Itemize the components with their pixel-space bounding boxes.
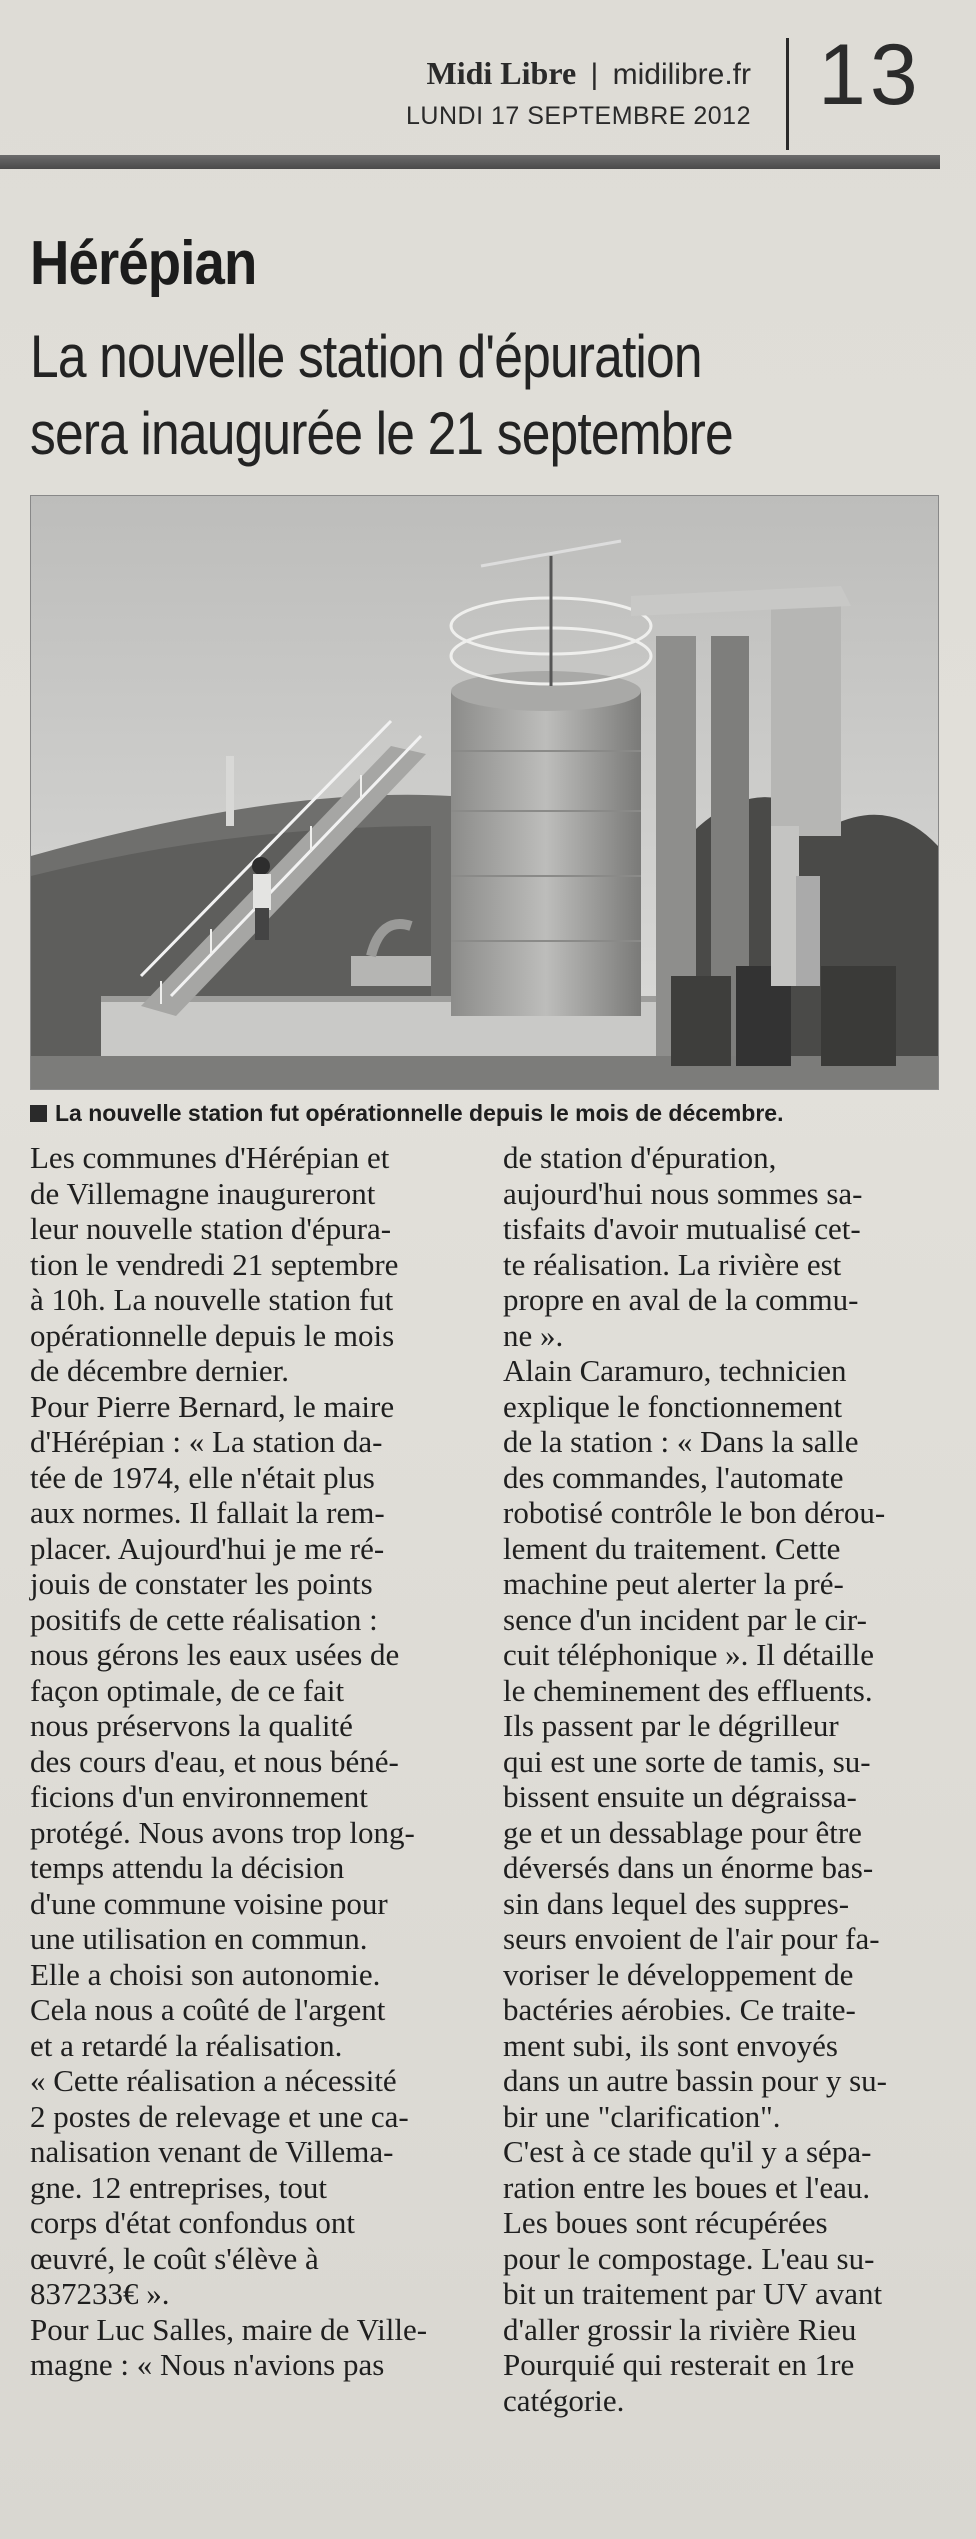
text-line: dans un autre bassin pour y su- [503,2063,887,2098]
text-line: de Villemagne inaugureront [30,1175,376,1211]
brand-name: Midi Libre [426,55,577,91]
text-line: seurs envoient de l'air pour fa- [503,1921,880,1956]
station-photo-illustration [31,496,938,1089]
masthead-divider [786,38,789,150]
text-line: de station d'épuration, [503,1140,777,1175]
text-line: aujourd'hui nous sommes sa- [503,1175,863,1211]
caption-bullet-icon [30,1105,47,1122]
text-line: protégé. Nous avons trop long- [30,1814,415,1850]
text-line: pour le compostage. L'eau su- [503,2240,875,2276]
text-line: Alain Caramuro, technicien [503,1353,847,1388]
text-line: nous gérons les eaux usées de [30,1637,400,1672]
newspaper-name [427,55,751,92]
text-line: robotisé contrôle le bon dérou- [503,1495,886,1530]
article-paragraph [503,2134,936,2418]
headline-line: La nouvelle station d'épuration [30,323,702,390]
text-line: bissent ensuite un dégraissa- [503,1779,857,1814]
photo-caption [30,1100,784,1127]
article-paragraph [30,2312,490,2383]
text-line: nous préservons la qualité [30,1708,353,1743]
article-paragraph [30,2063,490,2312]
text-line: bir une "clarification". [503,2098,781,2134]
text-line: ficions d'un environnement [30,1779,368,1814]
article-paragraph [503,1140,936,1353]
text-line: Elle a choisi son autonomie. [30,1956,381,1992]
article-column-left [30,1140,490,2383]
text-line: Pour Luc Salles, maire de Ville- [30,2311,428,2347]
text-line: de décembre dernier. [30,1353,290,1388]
text-line: voriser le développement de [503,1956,854,1992]
text-line: le cheminement des effluents. [503,1672,873,1708]
text-line: jouis de constater les points [30,1566,373,1601]
text-line: 2 postes de relevage et une ca- [30,2098,409,2134]
article-photo [30,495,939,1090]
text-line: gne. 12 entreprises, tout [30,2169,328,2205]
text-line: nalisation venant de Villema- [30,2134,394,2169]
article-column-right [503,1140,936,2418]
text-line: 837233€ ». [30,2276,170,2311]
text-line: magne : « Nous n'avions pas [30,2347,385,2382]
text-line: Les boues sont récupérées [503,2205,828,2240]
text-line: tisfaits d'avoir mutualisé cet- [503,1211,861,1246]
masthead [0,0,976,175]
text-line: corps d'état confondus ont [30,2205,355,2240]
text-line: lement du traitement. Cette [503,1530,841,1566]
text-line: C'est à ce stade qu'il y a sépa- [503,2134,872,2169]
text-line: des cours d'eau, et nous béné- [30,1743,399,1779]
page-number: 13 [818,27,922,123]
headline-line: sera inaugurée le 21 septembre [30,400,733,467]
text-line: qui est une sorte de tamis, su- [503,1743,871,1779]
text-line: déversés dans un énorme bas- [503,1850,874,1885]
text-line: bactéries aérobies. Ce traite- [503,1992,856,2027]
text-line: Pourquié qui resterait en 1re [503,2347,855,2382]
text-line: à 10h. La nouvelle station fut [30,1282,394,1317]
article-paragraph [503,1353,936,2134]
text-line: opérationnelle depuis le mois [30,1317,395,1353]
text-line: leur nouvelle station d'épura- [30,1211,392,1246]
text-line: « Cette réalisation a nécessité [30,2063,397,2098]
text-line: tée de 1974, elle n'était plus [30,1459,375,1495]
text-line: sence d'un incident par le cir- [503,1601,867,1637]
text-line: placer. Aujourd'hui je me ré- [30,1530,385,1566]
text-line: et a retardé la réalisation. [30,2027,343,2063]
text-line: bit un traitement par UV avant [503,2276,883,2311]
text-line: ne ». [503,1317,564,1353]
article-paragraph [30,1389,490,2064]
masthead-rule [0,155,940,169]
text-line: positifs de cette réalisation : [30,1601,378,1637]
text-line: te réalisation. La rivière est [503,1246,842,1282]
caption-text: La nouvelle station fut opérationnelle depuis le mois de décembre. [55,1100,784,1126]
text-line: Ils passent par le dégrilleur [503,1708,839,1743]
text-line: de la station : « Dans la salle [503,1424,859,1459]
text-line: temps attendu la décision [30,1850,345,1885]
text-line: machine peut alerter la pré- [503,1566,844,1601]
text-line: tion le vendredi 21 septembre [30,1246,399,1282]
text-line: propre en aval de la commu- [503,1282,859,1317]
text-line: une utilisation en commun. [30,1921,368,1956]
text-line: œuvré, le coût s'élève à [30,2240,319,2276]
brand-separator: | [590,58,599,91]
article-kicker: Hérépian [30,229,257,298]
text-line: Les communes d'Hérépian et [30,1140,390,1175]
article-paragraph [30,1140,490,1389]
text-line: ge et un dessablage pour être [503,1814,862,1850]
text-line: sin dans lequel des suppres- [503,1885,850,1921]
article-headline [30,318,804,472]
text-line: d'aller grossir la rivière Rieu [503,2311,857,2347]
issue-date: LUNDI 17 SEPTEMBRE 2012 [406,102,751,130]
text-line: Cela nous a coûté de l'argent [30,1992,386,2027]
site-name: midilibre.fr [612,58,751,91]
text-line: des commandes, l'automate [503,1459,844,1495]
text-line: ment subi, ils sont envoyés [503,2027,838,2063]
text-line: explique le fonctionnement [503,1388,843,1424]
text-line: d'une commune voisine pour [30,1885,388,1921]
text-line: catégorie. [503,2382,625,2418]
text-line: aux normes. Il fallait la rem- [30,1495,385,1530]
text-line: ration entre les boues et l'eau. [503,2169,871,2205]
text-line: Pour Pierre Bernard, le maire [30,1388,395,1424]
text-line: cuit téléphonique ». Il détaille [503,1637,875,1672]
text-line: façon optimale, de ce fait [30,1672,345,1708]
text-line: d'Hérépian : « La station da- [30,1424,383,1459]
